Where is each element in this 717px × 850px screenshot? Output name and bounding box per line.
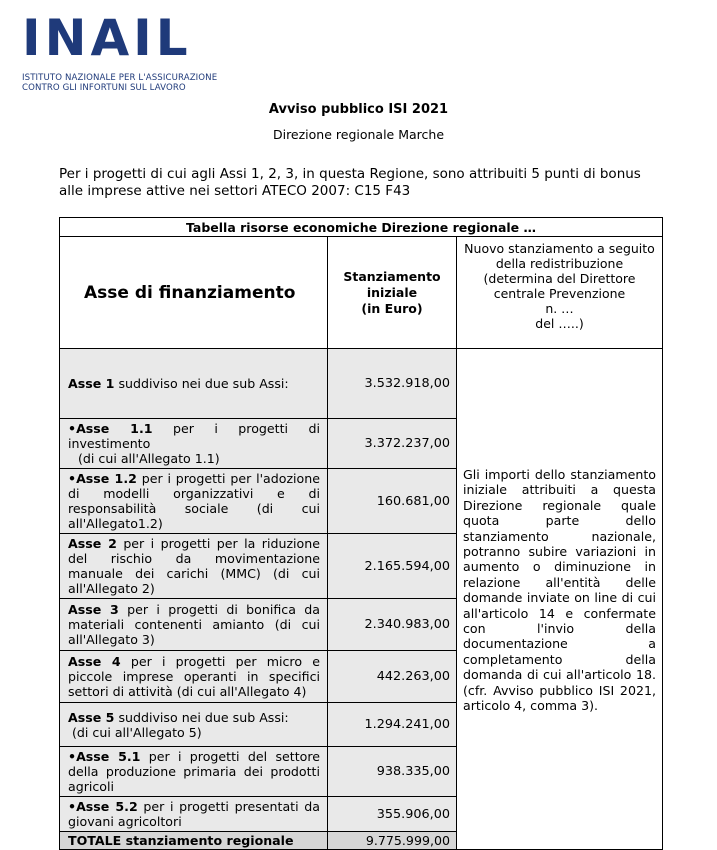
row-asse-3-amount: 2.340.983,00 xyxy=(328,599,457,651)
header-stanziamento xyxy=(328,237,457,349)
bullet-icon: • xyxy=(68,471,77,486)
row-asse-1-amount: 3.532.918,00 xyxy=(328,349,457,419)
row-asse-1-2-label xyxy=(60,469,328,534)
asse-1-title: Asse 1 xyxy=(68,376,115,391)
header-nuovo-l6: del …..) xyxy=(535,316,584,331)
logo-subtitle-line2: CONTRO GLI INFORTUNI SUL LAVORO xyxy=(22,83,186,93)
intro-paragraph: Per i progetti di cui agli Assi 1, 2, 3, in questa Regione, sono attribuiti 5 punti di bonus alle imprese attive nei settori ATECO 2007: C15 F43 xyxy=(59,166,641,199)
header-nuovo-l1: Nuovo stanziamento a seguito xyxy=(464,241,655,256)
row-asse-5-2-label xyxy=(60,797,328,832)
header-asse: Asse di finanziamento xyxy=(60,237,328,349)
asse-1-1-ref: (di cui all'Allegato 1.1) xyxy=(78,451,220,466)
row-asse-4-amount: 442.263,00 xyxy=(328,651,457,703)
asse-1-2-desc: per i progetti per l'adozione di modelli organizzativi e di responsabilità sociale (di cui all'Allegato1.2) xyxy=(68,471,320,531)
total-amount: 9.775.999,00 xyxy=(328,832,457,850)
row-asse-5-label xyxy=(60,703,328,747)
asse-3-desc: per i progetti di bonifica da materiali contenenti amianto (di cui all'Allegato 3) xyxy=(68,602,320,647)
asse-5-1-title: Asse 5.1 xyxy=(76,749,141,764)
asse-4-desc: per i progetti per micro e piccole imprese operanti in specifici settori di attività (di cui all'Allegato 4) xyxy=(68,654,320,699)
row-asse-3-label xyxy=(60,599,328,651)
asse-5-1-desc: per i progetti del settore della produzione primaria dei prodotti agricoli xyxy=(68,749,320,794)
asse-5-title: Asse 5 xyxy=(68,709,115,725)
row-asse-4-label xyxy=(60,651,328,703)
header-nuovo-l2: della redistribuzione xyxy=(495,256,624,271)
row-asse-1-1-label xyxy=(60,419,328,469)
asse-5-2-desc: per i progetti presentati da giovani agricoltori xyxy=(68,799,320,829)
table-caption: Tabella risorse economiche Direzione regionale … xyxy=(60,218,663,237)
row-asse-5-amount: 1.294.241,00 xyxy=(328,703,457,747)
bullet-icon: • xyxy=(68,421,77,436)
bullet-icon: • xyxy=(68,799,77,814)
bullet-icon: • xyxy=(68,749,77,764)
header-nuovo-l4: centrale Prevenzione xyxy=(493,286,626,301)
asse-1-2-title: Asse 1.2 xyxy=(76,471,137,486)
asse-5-ref: (di cui all'Allegato 5) xyxy=(72,724,202,740)
row-asse-5-1-label xyxy=(60,747,328,797)
asse-5-desc: suddiviso nei due sub Assi: xyxy=(114,709,289,725)
asse-2-title: Asse 2 xyxy=(68,536,117,551)
asse-3-title: Asse 3 xyxy=(68,602,119,617)
page-title: Avviso pubblico ISI 2021 xyxy=(268,102,449,117)
row-asse-2-amount: 2.165.594,00 xyxy=(328,534,457,599)
asse-4-title: Asse 4 xyxy=(68,654,121,669)
asse-5-2-title: Asse 5.2 xyxy=(76,799,138,814)
row-asse-1-1-amount: 3.372.237,00 xyxy=(328,419,457,469)
inail-logo xyxy=(22,10,222,100)
header-nuovo-stanziamento xyxy=(457,237,663,349)
resources-table xyxy=(59,217,663,850)
row-asse-5-2-amount: 355.906,00 xyxy=(328,797,457,832)
asse-1-desc: suddiviso nei due sub Assi: xyxy=(114,376,289,391)
asse-1-1-title: Asse 1.1 xyxy=(76,421,153,436)
logo-subtitle xyxy=(22,73,217,93)
logo-subtitle-line1: ISTITUTO NAZIONALE PER L'ASSICURAZIONE xyxy=(22,73,218,83)
redistribution-note: Gli importi dello stanziamento iniziale attribuiti a questa Direzione regionale quale quota parte dello stanziamento nazionale, potranno subire variazioni in aumento o diminuzione in relazione all'entità delle domande inviate on line di cui all'articolo 14 e confermate con l'invio della documentazione a completamento della domanda di cui all'articolo 18. (cfr. Avviso pubblico ISI 2021, articolo 4, comma 3). xyxy=(457,349,663,850)
header-nuovo-l5: n. … xyxy=(545,301,574,316)
logo-wordmark: INAIL xyxy=(22,9,192,67)
asse-1-1-desc: per i progetti di investimento xyxy=(68,421,320,451)
total-label: TOTALE stanziamento regionale xyxy=(60,832,328,850)
asse-2-desc: per i progetti per la riduzione del rischio da movimentazione manuale dei carichi (MMC) (di cui all'Allegato 2) xyxy=(68,536,320,596)
header-stanziamento-l2: iniziale xyxy=(366,284,418,300)
header-stanziamento-l3: (in Euro) xyxy=(361,300,423,316)
page-subtitle: Direzione regionale Marche xyxy=(272,127,445,142)
row-asse-1-label xyxy=(60,349,328,419)
header-nuovo-l3: (determina del Direttore xyxy=(483,271,636,286)
row-asse-2-label xyxy=(60,534,328,599)
header-stanziamento-l1: Stanziamento xyxy=(343,268,441,284)
row-asse-1-2-amount: 160.681,00 xyxy=(328,469,457,534)
row-asse-5-1-amount: 938.335,00 xyxy=(328,747,457,797)
